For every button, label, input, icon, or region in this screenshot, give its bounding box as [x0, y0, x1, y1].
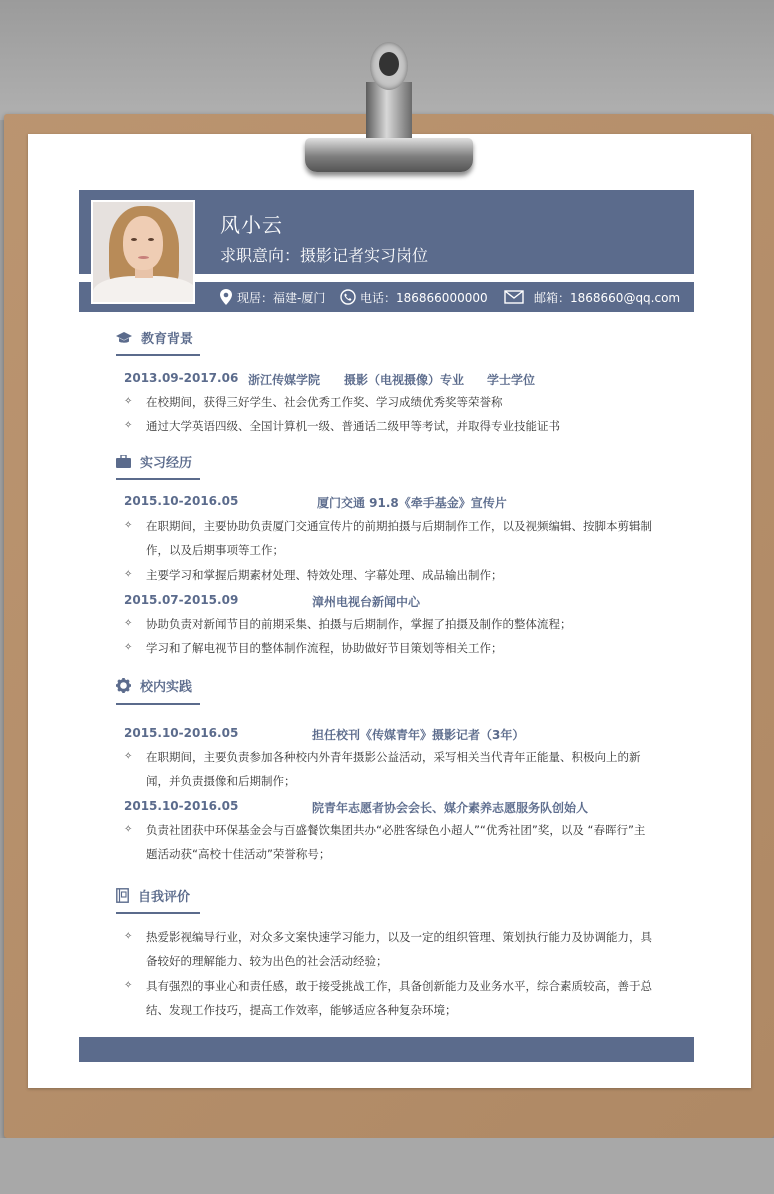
contact-email: [504, 286, 680, 308]
envelope-icon: [504, 290, 524, 304]
footer-bar: [79, 1037, 694, 1062]
list-item: ✧ 热爱影视编导行业，对众多文案快速学习能力，以及一定的组织管理、策划执行能力及协调能力，具备较好的理解能力、较为出色的社会活动经验；: [124, 930, 652, 968]
section-rule: [116, 354, 200, 356]
list-item: ✧ 学习和了解电视节目的整体制作流程，协助做好节目策划等相关工作；: [124, 641, 503, 655]
gear-icon: [116, 678, 131, 693]
notebook-icon: [116, 888, 129, 903]
binder-clip-arm: [366, 82, 412, 142]
binder-clip-hole: [379, 52, 399, 76]
contact-address: [219, 286, 325, 308]
contact-phone: [340, 286, 488, 308]
section-rule: [116, 703, 200, 705]
section-title-self: 自我评价: [116, 886, 190, 905]
list-item: ✧ 负责社团获中环保基金会与百盛餐饮集团共办“必胜客绿色小超人”“优秀社团”奖，以及 “春晖行”主题活动获“高校十佳活动”荣誉称号；: [124, 823, 646, 861]
education-school: 浙江传媒学院: [248, 373, 321, 387]
graduation-cap-icon: [116, 331, 132, 345]
list-item: ✧ 协助负责对新闻节目的前期采集、拍摄与后期制作，掌握了拍摄及制作的整体流程；: [124, 617, 572, 631]
section-title-education: 教育背景: [116, 328, 193, 347]
avatar-photo: [91, 200, 195, 304]
list-item: ✧ 通过大学英语四级、全国计算机一级、普通话二级甲等考试，并取得专业技能证书: [124, 419, 560, 433]
candidate-name: 风小云: [220, 213, 283, 237]
list-item: ✧ 在职期间，主要负责参加各种校内外青年摄影公益活动，采写相关当代青年正能量、积极向上的新闻，并负责摄像和后期制作；: [124, 750, 641, 788]
list-item: ✧ 主要学习和掌握后期素材处理、特效处理、字幕处理、成品输出制作；: [124, 568, 503, 582]
phone-text: 电话：186866000000: [360, 290, 488, 305]
binder-clip: [305, 138, 473, 172]
section-rule: [116, 912, 200, 914]
section-title-internship: 实习经历: [116, 452, 192, 471]
list-item: ✧ 在职期间，主要协助负责厦门交通宣传片的前期拍摄与后期制作工作，以及视频编辑、按脚本剪辑制作，以及后期事项等工作；: [124, 519, 652, 557]
section-rule: [116, 478, 200, 480]
email-text: 邮箱：1868660@qq.com: [534, 290, 681, 305]
address-text: 现居：福建-厦门: [237, 290, 326, 305]
list-item: ✧ 具有强烈的事业心和责任感，敢于接受挑战工作，具备创新能力及业务水平，综合素质较高，善于总结、发现工作技巧，提高工作效率，能够适应各种复杂环境；: [124, 979, 652, 1017]
location-pin-icon: [219, 289, 233, 305]
floor-background: [0, 1138, 774, 1194]
education-date: 2013.09-2017.06: [124, 371, 239, 385]
job-intent: 求职意向：摄影记者实习岗位: [220, 246, 429, 265]
section-title-campus: 校内实践: [116, 676, 192, 695]
phone-icon: [340, 289, 356, 305]
education-degree: 学士学位: [487, 373, 536, 387]
briefcase-icon: [116, 455, 131, 468]
list-item: ✧ 在校期间，获得三好学生、社会优秀工作奖、学习成绩优秀奖等荣誉称: [124, 395, 503, 409]
education-major: 摄影（电视摄像）专业: [344, 373, 465, 387]
